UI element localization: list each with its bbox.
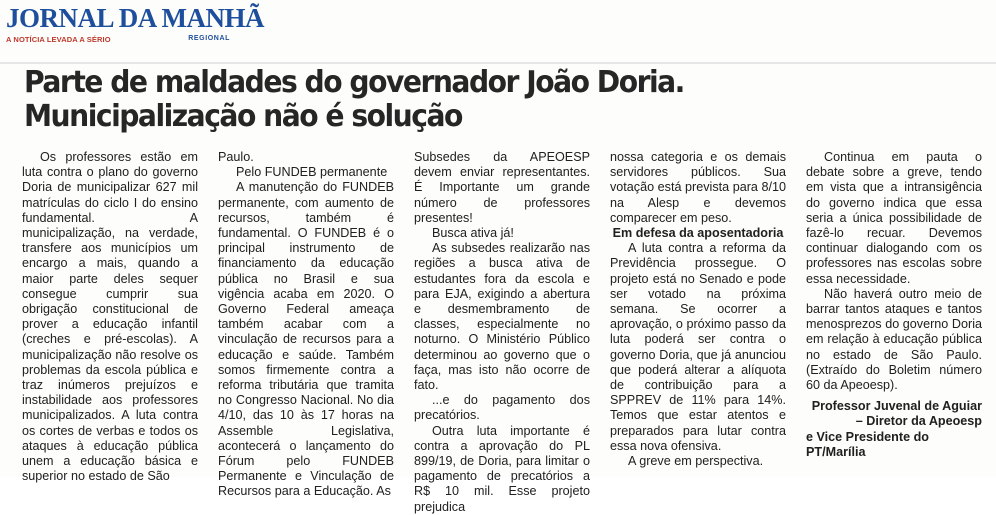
- newspaper-logo: JORNAL DA MANHÃ: [6, 3, 265, 33]
- newspaper-slogan: A NOTÍCIA LEVADA A SÉRIO: [6, 35, 111, 44]
- paragraph: Não haverá outro meio de barrar tantos ataques e tantos menosprezos do governo Doria em relação à educação pública no estado de São Paulo. (Extraído do Boletim número 60 da Apeoesp).: [806, 286, 982, 393]
- masthead-divider: [0, 62, 996, 64]
- paragraph: A manutenção do FUNDEB permanente, com aumento de recursos, também é fundamental. O FUNDEB é o principal instrumento de financiamento da educação pública no Brasil e sua vigência acaba em 2020. O Governo Federal ameaça também acabar com a vinculação de recursos para a educação e saúde. Também somos firmemente contra a reforma tributária que tramita no Congresso Nacional. No dia 4/10, das 10 às 17 horas na Assemble Legislativa, acontecerá o lançamento do Fórum pelo FUNDEB Permanente e Vinculação de Recursos para a Educação. As: [218, 180, 394, 499]
- paragraph: Continua em pauta o debate sobre a greve, tendo em vista que a intransigência do governo indica que essa seria a única possibilidade de fazê-lo recuar. Devemos continuar dialogando com os professores nas escolas sobre essa necessidade.: [806, 150, 982, 286]
- paragraph: Os professores estão em luta contra o plano do governo Doria de municipalizar 627 mil matrículas do ciclo I do ensino fundamental. A municipalização, na verdade, transfere aos municípios um encargo a mais, quando a maior parte deles sequer consegue cumprir sua obrigação constitucional de prover a educação infantil (creches e pré-escolas). A municipalização não resolve os problemas da escola pública e traz inúmeros prejuízos e instabilidade aos professores municipalizados. A luta contra os cortes de verbas e todos os ataques à educação pública unem a educação básica e superior no estado de São: [22, 150, 198, 484]
- subheading-busca-ativa: Busca ativa já!: [432, 226, 514, 241]
- paragraph: As subsedes realizarão nas regiões a busca ativa de estudantes fora da escola e para EJA, exigindo a abertura e desmembramento de classes, especialmente no noturno. O Ministério Público determinou ao governo que o faça, mas isto não ocorre de fato.: [414, 241, 590, 393]
- subheading-fundeb: Pelo FUNDEB permanente: [236, 165, 388, 180]
- paragraph: Subsedes da APEOESP devem enviar representantes. É Importante um grande número de professores presentes!: [414, 150, 590, 225]
- column-5: [806, 150, 982, 472]
- column-4: [610, 150, 786, 472]
- paragraph: Paulo.: [218, 150, 254, 164]
- paragraph: A luta contra a reforma da Previdência prossegue. O projeto está no Senado e pode ser votado na próxima semana. Se ocorrer a aprovação, o próximo passo da luta poderá ser contra o governo Doria, que já anunciou que poderá alterar a alíquota de contribuição para a SPPREV de 11% para 14%. Temos que estar atentos e preparados para lutar contra essa nova ofensiva.: [610, 241, 786, 453]
- subheading-greve: A greve em perspectiva.: [628, 454, 764, 469]
- article-headline: [24, 66, 908, 134]
- headline-line-2: Municipalização não é solução: [24, 99, 462, 134]
- column-1: [22, 150, 198, 484]
- masthead: [6, 3, 265, 48]
- paragraph: Outra luta importante é contra a aprovação do PL 899/19, de Doria, para limitar o pagamento de precatórios a R$ 10 mil. Esse projeto prejudica: [414, 423, 590, 514]
- newspaper-regional-tag: REGIONAL: [188, 35, 230, 42]
- signature-line-2: e Vice Presidente do PT/Marília: [806, 429, 929, 459]
- subheading-aposentadoria: Em defesa da aposentadoria: [612, 226, 784, 241]
- signature-line-1: Professor Juvenal de Aguiar – Diretor da Apeoesp: [811, 399, 982, 429]
- column-3: [414, 150, 590, 514]
- subheading-precatorios: ...e do pagamento dos precatórios.: [414, 393, 590, 423]
- column-2: [218, 150, 394, 499]
- author-signature: [806, 399, 982, 460]
- headline-line-1: Parte de maldades do governador João Doria.: [24, 65, 684, 100]
- article-body: [22, 150, 982, 514]
- paragraph: nossa categoria e os demais servidores públicos. Sua votação está prevista para 8/10 na Alesp e devemos comparecer em peso.: [610, 150, 786, 225]
